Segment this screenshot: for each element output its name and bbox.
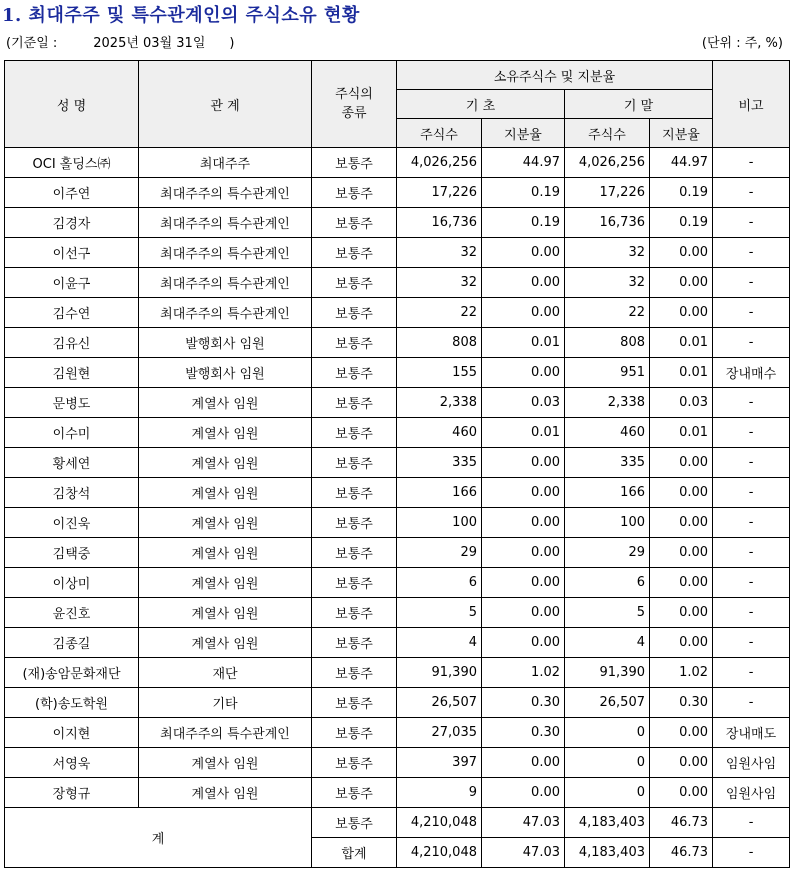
cell-name: (학)송도학원 xyxy=(5,688,139,718)
cell-name: 윤진호 xyxy=(5,598,139,628)
cell-stock-type: 보통주 xyxy=(312,748,397,778)
cell-end-ratio: 0.19 xyxy=(650,178,713,208)
cell-remark: - xyxy=(713,478,790,508)
cell-end-ratio: 0.00 xyxy=(650,718,713,748)
cell-begin-shares: 29 xyxy=(397,538,482,568)
cell-begin-ratio: 0.30 xyxy=(482,688,565,718)
cell-begin-ratio: 0.00 xyxy=(482,508,565,538)
cell-relation: 최대주주의 특수관계인 xyxy=(139,718,312,748)
cell-end-ratio: 0.01 xyxy=(650,328,713,358)
total-end-ratio: 46.73 xyxy=(650,808,713,838)
table-row xyxy=(5,718,790,748)
cell-begin-shares: 6 xyxy=(397,568,482,598)
cell-begin-ratio: 0.00 xyxy=(482,298,565,328)
cell-remark: - xyxy=(713,268,790,298)
cell-stock-type: 보통주 xyxy=(312,178,397,208)
cell-end-ratio: 0.03 xyxy=(650,388,713,418)
cell-begin-ratio: 0.19 xyxy=(482,178,565,208)
cell-name: 문병도 xyxy=(5,388,139,418)
cell-begin-ratio: 0.03 xyxy=(482,388,565,418)
cell-stock-type: 보통주 xyxy=(312,208,397,238)
table-row xyxy=(5,538,790,568)
cell-end-shares: 166 xyxy=(565,478,650,508)
cell-end-shares: 951 xyxy=(565,358,650,388)
cell-name: 김경자 xyxy=(5,208,139,238)
cell-stock-type: 보통주 xyxy=(312,508,397,538)
cell-begin-shares: 397 xyxy=(397,748,482,778)
cell-stock-type: 보통주 xyxy=(312,628,397,658)
cell-relation: 최대주주의 특수관계인 xyxy=(139,178,312,208)
cell-begin-ratio: 0.01 xyxy=(482,418,565,448)
cell-stock-type: 보통주 xyxy=(312,718,397,748)
cell-remark: - xyxy=(713,178,790,208)
header-begin-shares: 주식수 xyxy=(397,119,482,148)
table-row xyxy=(5,358,790,388)
table-row xyxy=(5,508,790,538)
total-begin-ratio: 47.03 xyxy=(482,808,565,838)
table-header xyxy=(5,61,790,148)
table-row xyxy=(5,658,790,688)
cell-stock-type: 보통주 xyxy=(312,688,397,718)
cell-begin-shares: 4,026,256 xyxy=(397,148,482,178)
cell-remark: - xyxy=(713,208,790,238)
total-remark: - xyxy=(713,808,790,838)
table-row xyxy=(5,148,790,178)
table-row xyxy=(5,478,790,508)
header-begin: 기 초 xyxy=(397,90,565,119)
table-row xyxy=(5,328,790,358)
cell-end-ratio: 0.00 xyxy=(650,298,713,328)
cell-stock-type: 보통주 xyxy=(312,448,397,478)
cell-end-shares: 100 xyxy=(565,508,650,538)
table-row xyxy=(5,178,790,208)
table-row xyxy=(5,268,790,298)
cell-stock-type: 보통주 xyxy=(312,598,397,628)
cell-relation: 발행회사 임원 xyxy=(139,328,312,358)
cell-end-shares: 335 xyxy=(565,448,650,478)
header-holdings: 소유주식수 및 지분율 xyxy=(397,61,713,90)
table-total xyxy=(5,808,790,868)
cell-begin-shares: 808 xyxy=(397,328,482,358)
cell-stock-type: 보통주 xyxy=(312,418,397,448)
cell-stock-type: 보통주 xyxy=(312,568,397,598)
cell-begin-ratio: 0.00 xyxy=(482,628,565,658)
cell-begin-shares: 166 xyxy=(397,478,482,508)
cell-name: 김유신 xyxy=(5,328,139,358)
cell-relation: 발행회사 임원 xyxy=(139,358,312,388)
cell-begin-ratio: 0.30 xyxy=(482,718,565,748)
total-end-shares: 4,183,403 xyxy=(565,838,650,868)
cell-relation: 재단 xyxy=(139,658,312,688)
cell-relation: 기타 xyxy=(139,688,312,718)
cell-name: 이진욱 xyxy=(5,508,139,538)
cell-relation: 계열사 임원 xyxy=(139,538,312,568)
cell-end-shares: 29 xyxy=(565,538,650,568)
cell-stock-type: 보통주 xyxy=(312,478,397,508)
reference-date-close: ) xyxy=(229,36,235,51)
table-row xyxy=(5,748,790,778)
table-row xyxy=(5,238,790,268)
total-begin-ratio: 47.03 xyxy=(482,838,565,868)
cell-begin-shares: 4 xyxy=(397,628,482,658)
cell-begin-ratio: 0.01 xyxy=(482,328,565,358)
cell-end-ratio: 0.01 xyxy=(650,358,713,388)
table-row xyxy=(5,298,790,328)
cell-begin-ratio: 0.00 xyxy=(482,238,565,268)
cell-end-shares: 460 xyxy=(565,418,650,448)
cell-end-shares: 0 xyxy=(565,718,650,748)
cell-begin-ratio: 0.00 xyxy=(482,598,565,628)
cell-end-ratio: 0.00 xyxy=(650,598,713,628)
header-end: 기 말 xyxy=(565,90,713,119)
cell-relation: 최대주주 xyxy=(139,148,312,178)
cell-end-ratio: 0.00 xyxy=(650,268,713,298)
cell-relation: 최대주주의 특수관계인 xyxy=(139,298,312,328)
cell-stock-type: 보통주 xyxy=(312,358,397,388)
cell-begin-shares: 460 xyxy=(397,418,482,448)
cell-end-shares: 0 xyxy=(565,748,650,778)
cell-begin-shares: 2,338 xyxy=(397,388,482,418)
cell-name: 장형규 xyxy=(5,778,139,808)
shareholding-table xyxy=(4,60,790,868)
cell-end-ratio: 0.00 xyxy=(650,778,713,808)
cell-end-shares: 17,226 xyxy=(565,178,650,208)
cell-begin-shares: 9 xyxy=(397,778,482,808)
cell-begin-ratio: 0.00 xyxy=(482,748,565,778)
cell-begin-shares: 32 xyxy=(397,268,482,298)
table-row xyxy=(5,778,790,808)
cell-end-ratio: 0.00 xyxy=(650,628,713,658)
cell-begin-ratio: 0.00 xyxy=(482,538,565,568)
cell-begin-ratio: 0.00 xyxy=(482,448,565,478)
header-name: 성 명 xyxy=(5,61,139,148)
cell-end-shares: 6 xyxy=(565,568,650,598)
unit-note: (단위 : 주, %) xyxy=(701,36,783,51)
cell-end-shares: 26,507 xyxy=(565,688,650,718)
table-row xyxy=(5,688,790,718)
cell-end-shares: 4,026,256 xyxy=(565,148,650,178)
table-row xyxy=(5,388,790,418)
cell-relation: 계열사 임원 xyxy=(139,598,312,628)
table-row xyxy=(5,628,790,658)
cell-begin-shares: 100 xyxy=(397,508,482,538)
cell-end-ratio: 0.00 xyxy=(650,238,713,268)
cell-begin-ratio: 0.19 xyxy=(482,208,565,238)
cell-relation: 계열사 임원 xyxy=(139,388,312,418)
cell-stock-type: 보통주 xyxy=(312,298,397,328)
total-begin-shares: 4,210,048 xyxy=(397,808,482,838)
cell-end-shares: 16,736 xyxy=(565,208,650,238)
cell-end-shares: 91,390 xyxy=(565,658,650,688)
total-end-shares: 4,183,403 xyxy=(565,808,650,838)
cell-relation: 계열사 임원 xyxy=(139,418,312,448)
table-row xyxy=(5,418,790,448)
cell-remark: - xyxy=(713,448,790,478)
total-begin-shares: 4,210,048 xyxy=(397,838,482,868)
cell-end-ratio: 0.00 xyxy=(650,538,713,568)
cell-stock-type: 보통주 xyxy=(312,268,397,298)
cell-relation: 최대주주의 특수관계인 xyxy=(139,208,312,238)
cell-name: 이윤구 xyxy=(5,268,139,298)
cell-stock-type: 보통주 xyxy=(312,658,397,688)
cell-begin-shares: 26,507 xyxy=(397,688,482,718)
cell-remark: - xyxy=(713,538,790,568)
cell-name: (재)송암문화재단 xyxy=(5,658,139,688)
cell-remark: - xyxy=(713,148,790,178)
table-body xyxy=(5,148,790,808)
cell-end-shares: 2,338 xyxy=(565,388,650,418)
cell-name: 김택중 xyxy=(5,538,139,568)
cell-stock-type: 보통주 xyxy=(312,388,397,418)
cell-remark: - xyxy=(713,388,790,418)
cell-end-ratio: 0.00 xyxy=(650,568,713,598)
cell-stock-type: 보통주 xyxy=(312,238,397,268)
cell-stock-type: 보통주 xyxy=(312,328,397,358)
reference-date-label: (기준일 : xyxy=(6,36,58,51)
cell-relation: 계열사 임원 xyxy=(139,478,312,508)
cell-remark: - xyxy=(713,328,790,358)
cell-relation: 계열사 임원 xyxy=(139,568,312,598)
cell-begin-ratio: 0.00 xyxy=(482,778,565,808)
table-row xyxy=(5,448,790,478)
header-remark: 비고 xyxy=(713,61,790,148)
table-row xyxy=(5,208,790,238)
cell-relation: 계열사 임원 xyxy=(139,508,312,538)
cell-name: 이선구 xyxy=(5,238,139,268)
cell-name: 이수미 xyxy=(5,418,139,448)
cell-relation: 최대주주의 특수관계인 xyxy=(139,268,312,298)
cell-begin-shares: 27,035 xyxy=(397,718,482,748)
cell-begin-ratio: 0.00 xyxy=(482,568,565,598)
cell-name: 황세연 xyxy=(5,448,139,478)
cell-end-ratio: 0.00 xyxy=(650,448,713,478)
cell-remark: - xyxy=(713,298,790,328)
cell-begin-shares: 32 xyxy=(397,238,482,268)
cell-end-shares: 22 xyxy=(565,298,650,328)
cell-remark: - xyxy=(713,688,790,718)
cell-relation: 계열사 임원 xyxy=(139,778,312,808)
cell-begin-shares: 16,736 xyxy=(397,208,482,238)
cell-end-ratio: 0.00 xyxy=(650,508,713,538)
cell-end-ratio: 0.00 xyxy=(650,748,713,778)
cell-remark: 장내매수 xyxy=(713,358,790,388)
cell-name: 이지현 xyxy=(5,718,139,748)
cell-end-shares: 5 xyxy=(565,598,650,628)
cell-end-shares: 808 xyxy=(565,328,650,358)
cell-name: 김원현 xyxy=(5,358,139,388)
cell-name: 이상미 xyxy=(5,568,139,598)
cell-name: 김수연 xyxy=(5,298,139,328)
cell-stock-type: 보통주 xyxy=(312,538,397,568)
cell-name: 김창석 xyxy=(5,478,139,508)
cell-end-ratio: 0.01 xyxy=(650,418,713,448)
cell-end-ratio: 44.97 xyxy=(650,148,713,178)
cell-remark: - xyxy=(713,598,790,628)
header-begin-ratio: 지분율 xyxy=(482,119,565,148)
cell-begin-shares: 17,226 xyxy=(397,178,482,208)
total-remark: - xyxy=(713,838,790,868)
cell-begin-shares: 155 xyxy=(397,358,482,388)
cell-name: 김종길 xyxy=(5,628,139,658)
cell-remark: - xyxy=(713,568,790,598)
cell-name: 서영욱 xyxy=(5,748,139,778)
cell-end-ratio: 0.30 xyxy=(650,688,713,718)
cell-end-ratio: 0.00 xyxy=(650,478,713,508)
total-stock-type: 합계 xyxy=(312,838,397,868)
cell-remark: - xyxy=(713,418,790,448)
cell-name: OCI 홀딩스㈜ xyxy=(5,148,139,178)
cell-stock-type: 보통주 xyxy=(312,148,397,178)
cell-begin-ratio: 44.97 xyxy=(482,148,565,178)
table-row xyxy=(5,568,790,598)
header-stock-type-line2: 종류 xyxy=(341,106,367,121)
cell-remark: - xyxy=(713,658,790,688)
cell-relation: 계열사 임원 xyxy=(139,448,312,478)
cell-end-shares: 32 xyxy=(565,268,650,298)
cell-begin-ratio: 0.00 xyxy=(482,358,565,388)
cell-remark: - xyxy=(713,628,790,658)
reference-date-value: 2025년 03월 31일 xyxy=(93,36,206,51)
cell-relation: 최대주주의 특수관계인 xyxy=(139,238,312,268)
header-relation: 관 계 xyxy=(139,61,312,148)
cell-end-shares: 0 xyxy=(565,778,650,808)
cell-begin-shares: 91,390 xyxy=(397,658,482,688)
cell-relation: 계열사 임원 xyxy=(139,748,312,778)
cell-remark: 임원사임 xyxy=(713,748,790,778)
cell-begin-ratio: 0.00 xyxy=(482,268,565,298)
cell-relation: 계열사 임원 xyxy=(139,628,312,658)
total-label: 계 xyxy=(5,808,312,868)
cell-begin-shares: 22 xyxy=(397,298,482,328)
cell-remark: - xyxy=(713,238,790,268)
cell-stock-type: 보통주 xyxy=(312,778,397,808)
cell-end-ratio: 0.19 xyxy=(650,208,713,238)
cell-begin-shares: 5 xyxy=(397,598,482,628)
cell-remark: - xyxy=(713,508,790,538)
cell-end-ratio: 1.02 xyxy=(650,658,713,688)
header-stock-type-line1: 주식의 xyxy=(335,87,373,102)
cell-begin-shares: 335 xyxy=(397,448,482,478)
cell-remark: 장내매도 xyxy=(713,718,790,748)
header-end-ratio: 지분율 xyxy=(650,119,713,148)
cell-begin-ratio: 0.00 xyxy=(482,478,565,508)
cell-end-shares: 32 xyxy=(565,238,650,268)
reference-date xyxy=(6,32,234,51)
cell-name: 이주연 xyxy=(5,178,139,208)
total-row-common xyxy=(5,808,790,838)
total-end-ratio: 46.73 xyxy=(650,838,713,868)
header-stock-type xyxy=(312,61,397,148)
total-stock-type: 보통주 xyxy=(312,808,397,838)
cell-remark: 임원사임 xyxy=(713,778,790,808)
header-end-shares: 주식수 xyxy=(565,119,650,148)
section-title: 1. 최대주주 및 특수관계인의 주식소유 현황 xyxy=(2,5,360,26)
table-row xyxy=(5,598,790,628)
cell-begin-ratio: 1.02 xyxy=(482,658,565,688)
cell-end-shares: 4 xyxy=(565,628,650,658)
